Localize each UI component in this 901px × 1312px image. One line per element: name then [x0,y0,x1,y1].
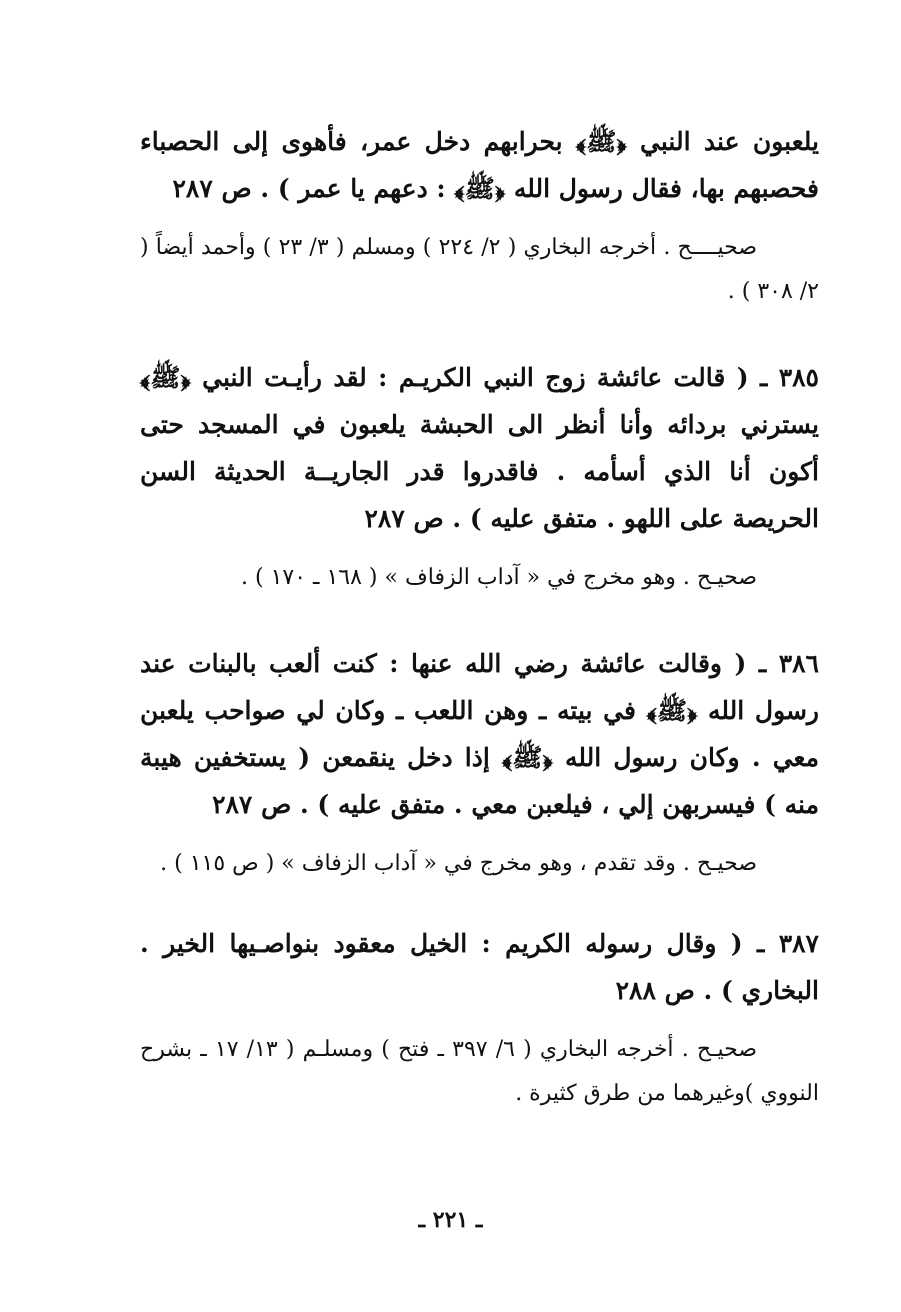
spacer [140,314,819,354]
hadith-385-paragraph: ٣٨٥ ـ ( قالت عائشة زوج النبي الكريـم : لقد رأيـت النبي ﴿ﷺ﴾ يسترني بردائه وأنا أنظر الى الحبشة يلعبون في المسجد حتى أكون أنا الذي أسأمه . فاقدروا قدر الجاريــة الحديثة السن الحريصة على اللهو . متفق عليه ) . ص ٢٨٧ [140,363,819,533]
hadith-387-footnote: صحيـح . أخرجه البخاري ( ٦/ ٣٩٧ ـ فتح ) ومسلـم ( ١٣/ ١٧ ـ بشرح النووي )وغيرهما من طرق كثيرة . [140,1037,819,1106]
spacer [140,542,819,556]
spacer [140,1014,819,1028]
spacer [140,886,819,920]
page-body [140,118,819,1116]
hadith-continuation-paragraph: يلعبون عند النبي ﴿ﷺ﴾ بحرابهم دخل عمر، فأهوى إلى الحصباء فحصبهم بها، فقال رسول الله ﴿ﷺ﴾ : دعهم يا عمر ) . ص ٢٨٧ [140,127,819,203]
hadith-386-footnote: صحيـح . وقد تقدم ، وهو مخرج في « آداب الزفاف » ( ص ١١٥ ) . [160,851,757,876]
page-number: ـ ٢٢١ ـ [418,1207,483,1233]
hadith-385-footnote: صحيـح . وهو مخرج في « آداب الزفاف » ( ١٦٨ ـ ١٧٠ ) . [241,565,757,590]
hadith-continuation-footnote: صحيــــح . أخرجه البخاري ( ٢/ ٢٢٤ ) ومسلم ( ٣/ ٢٣ ) وأحمد أيضاً ( ٢/ ٣٠٨ ) . [140,235,819,304]
hadith-387-paragraph: ٣٨٧ ـ ( وقال رسوله الكريم : الخيل معقود بنواصـيها الخير . البخاري ) . ص ٢٨٨ [140,929,819,1005]
spacer [140,828,819,842]
spacer [140,212,819,226]
spacer [140,600,819,640]
hadith-386-paragraph: ٣٨٦ ـ ( وقالت عائشة رضي الله عنها : كنت ألعب بالبنات عند رسول الله ﴿ﷺ﴾ في بيته ـ وهن اللعب ـ وكان لي صواحب يلعبن معي . وكان رسول الله ﴿ﷺ﴾ إذا دخل ينقمعن ( يستخفين هيبة منه ) فيسربهن إلي ، فيلعبن معي . متفق عليه ) . ص ٢٨٧ [140,649,819,819]
